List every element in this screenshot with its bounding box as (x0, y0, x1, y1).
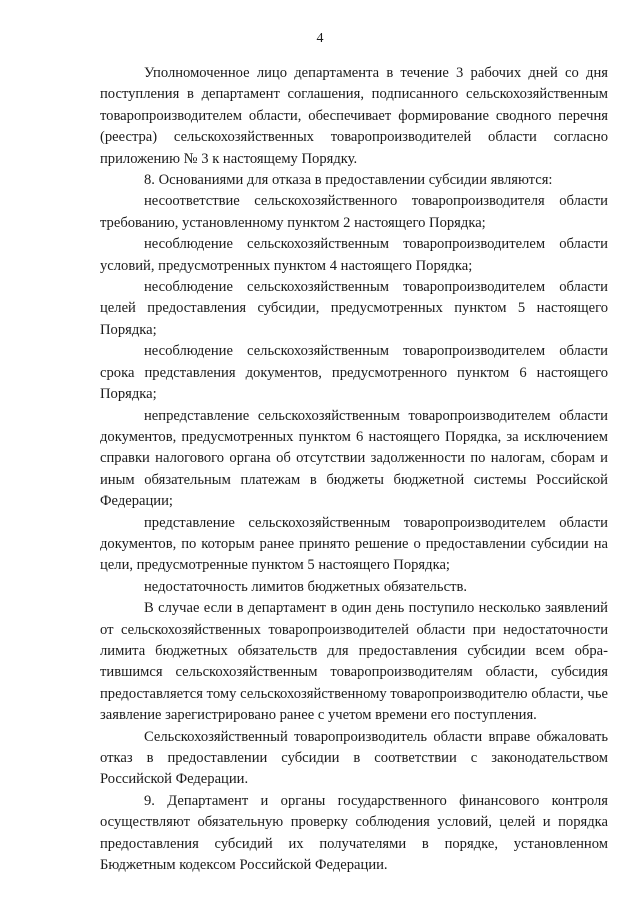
paragraph-right-to-appeal: Сельскохозяйственный товаропроизводитель области вправе обжаловать отказ в предоставлении субсидии в соответствии с законодательством Российской Федерации. (100, 728, 608, 788)
paragraph-refusal-grounds-intro: 8. Основаниями для отказа в предоставлении субсидии являются: (144, 172, 553, 189)
paragraph-ground-purposes: несоблюдение сельскохозяйственным товаропроизводителем области целей предоставления субсидии, предусмотренных пунктом 5 настоящего Порядка; (100, 279, 608, 338)
paragraph-control-check: 9. Департамент и органы государственного финансового контроля осуществляют обязательную проверку соблюдения условий, целей и порядка предоставления субсидий их получателями в порядке, установленном Бюджетным кодексом Российской Федерации. (100, 792, 608, 874)
page-number: 4 (316, 31, 324, 46)
document-body (100, 63, 608, 876)
paragraph-ground-duplicate-documents: представление сельскохозяйственным товаропроизводителем области документов, по которым ранее принято решение о предоставлении субсидии на цели, предусмотренные пунктом 5 настоящего Порядка; (100, 514, 608, 574)
paragraph-ground-missing-documents: непредставление сельскохозяйственным товаропроизводителем области документов, предусмотренных пунктом 6 настоящего Порядка, за исключением справки налогового органа об отсутствии задолженности по налогам, сборам и иным обязательным платежам в бюджеты бюджетной системы Российской Федерации; (100, 407, 608, 510)
paragraph-authorized-person: Уполномоченное лицо департамента в течение 3 рабочих дней со дня поступления в департамент соглашения, подписанного сельскохозяйственным товаропроизводителем области, обеспечивает формирование сводного перечня (реестра) сельскохозяйственных товаропроизводителей области согласно приложению № 3 к настоящему Порядку. (100, 65, 608, 167)
paragraph-same-day-applications: В случае если в департамент в один день поступило несколько заявлений от сельскохозяйственных товаропроизводителей области при недостаточности лимита бюджетных обязательств для предоставления субсидии всем обратившимся сельскохозяйственным товаропроизводителям области, субсидия предоставляется тому сельскохозяйственному товаропроизводителю области, чье заявление зарегистрировано ранее с учетом времени его поступления. (100, 600, 608, 724)
paragraph-ground-conditions: несоблюдение сельскохозяйственным товаропроизводителем области условий, предусмотренных пунктом 4 настоящего Порядка; (100, 236, 608, 274)
paragraph-ground-noncompliance-requirement: несоответствие сельскохозяйственного товаропроизводителя области требованию, установленному пунктом 2 настоящего Порядка; (100, 193, 608, 231)
paragraph-ground-deadline: несоблюдение сельскохозяйственным товаропроизводителем области срока представления документов, предусмотренного пунктом 6 настоящего Порядка; (100, 343, 608, 403)
paragraph-ground-insufficient-limits: недостаточность лимитов бюджетных обязательств. (144, 578, 467, 595)
